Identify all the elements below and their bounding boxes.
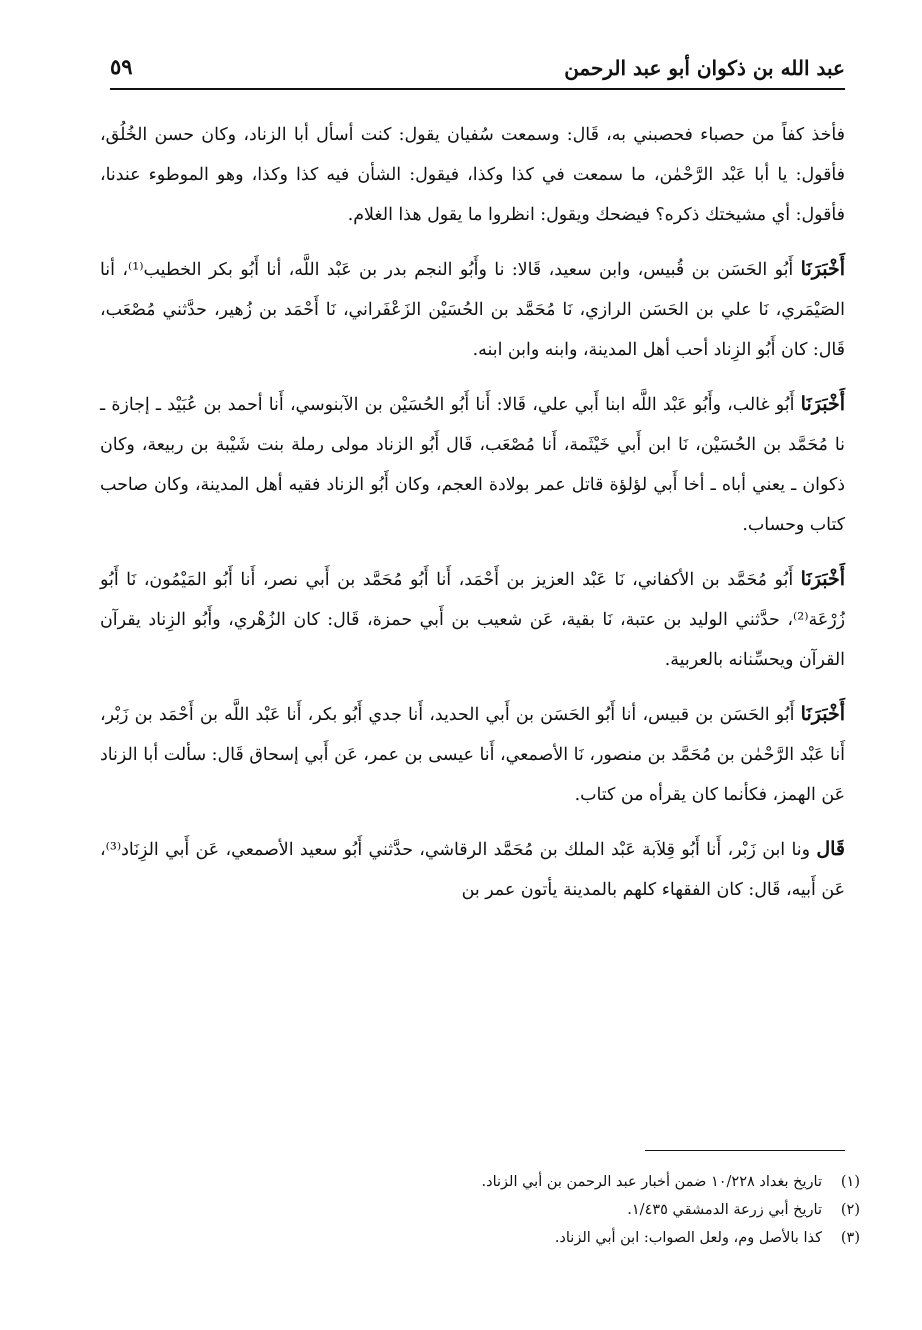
paragraph xyxy=(100,384,845,545)
footnote-number: (٣) xyxy=(840,1230,860,1246)
paragraph-text: فأخذ كفاً من حصباء فحصبني به، قَال: وسمعت سُفيان يقول: كنت أسأل أبا الزناد، وكان حسن الخُلُق، فأقول: يا أبا عَبْد الرَّحْمٰن، ما سمعت في كذا وكذا، فيقول: الشأن فيه كذا وكذا، وهو الموطوء عندنا، فأقول: أي مشيختك ذكره؟ فيضحك ويقول: انظروا ما يقول هذا الغلام. xyxy=(100,125,845,225)
footnote-text: كذا بالأصل وم، ولعل الصواب: ابن أبي الزناد. xyxy=(554,1230,822,1246)
footnote-number: (٢) xyxy=(840,1202,860,1218)
paragraph xyxy=(100,249,845,370)
footnote-number: (١) xyxy=(840,1174,860,1190)
paragraph-text: ونا ابن زَبْر، أَنا أَبُو قِلاَبة عَبْد الملك بن مُحَمَّد الرقاشي، حدَّثني أَبُو سعيد الأصمعي، عَن أَبي الزِنَاد⁽³⁾، عَن أَبيه، قَال: كان الفقهاء كلهم بالمدينة يأتون عمر بن xyxy=(100,840,845,900)
paragraph-text: أَبُو الحَسَن بن قُبيس، وابن سعيد، قَالا: نا وأَبُو النجم بدر بن عَبْد اللَّه، أنا أَبُو بكر الخطيب⁽¹⁾، أنا الصَيْمَري، نَا علي بن الحَسَن الرازي، نَا مُحَمَّد بن الحُسَيْن الزَعْفَراني، نَا أَحْمَد بن زُهير، حدَّثني مُصْعَب، قَال: كان أَبُو الزِناد أحب أهل المدينة، وابنه وابن ابنه. xyxy=(100,260,845,360)
paragraph-lead: أَخْبَرَنَا xyxy=(800,258,845,280)
footnote xyxy=(100,1196,860,1224)
running-header-title: عبد الله بن ذكوان أبو عبد الرحمن xyxy=(564,56,845,80)
paragraph xyxy=(100,694,845,815)
footnote-separator xyxy=(645,1150,845,1151)
paragraph xyxy=(100,559,845,680)
footnote-text: تاريخ بغداد ١٠/٢٢٨ ضمن أخبار عبد الرحمن بن أبي الزناد. xyxy=(481,1174,822,1190)
paragraph-text: أَبُو الحَسَن بن قبيس، أنا أَبُو الحَسَن بن أَبي الحديد، أَنا جدي أَبُو بكر، أَنا عَبْد اللَّه بن أَحْمَد بن زَبْر، أَنا عَبْد الرَّحْمٰن بن مُحَمَّد بن منصور، نَا الأصمعي، أَنا عيسى بن عمر، عَن أَبي إسحاق قَال: سألت أبا الزناد عَن الهمز، فكأنما كان يقرأه من كتاب. xyxy=(100,705,845,805)
footnote xyxy=(100,1168,860,1196)
running-header xyxy=(110,52,845,90)
paragraph-text: أَبُو مُحَمَّد بن الأكفاني، نَا عَبْد العزيز بن أَحْمَد، أَنا أَبُو مُحَمَّد بن أَبي نصر، أَنا أَبُو المَيْمُون، نَا أَبُو زُرْعَة⁽²⁾، حدَّثني الوليد بن عتبة، نَا بقية، عَن شعيب بن أَبي حمزة، قَال: كان الزُهْري، وأَبُو الزِناد يقرآن القرآن ويحسِّنانه بالعربية. xyxy=(100,570,845,670)
main-text xyxy=(100,114,845,924)
paragraph-text: أَبُو غالب، وأَبُو عَبْد اللَّه ابنا أَبي علي، قَالا: أَنا أَبُو الحُسَيْن بن الآبنوسي، أَنا أحمد بن عُبَيْد ـ إجازة ـ نا مُحَمَّد بن الحُسَيْن، نَا ابن أَبي خَيْثَمة، أَنا مُصْعَب، قَال أَبُو الزناد مولى رملة بنت شَيْبة بن ربيعة، وكان ذكوان ـ يعني أباه ـ أخا أَبي لؤلؤة قاتل عمر بولادة العجم، وكان أَبُو الزناد فقيه أهل المدينة، وكان صاحب كتاب وحساب. xyxy=(100,395,845,535)
paragraph xyxy=(100,829,845,910)
footnotes xyxy=(100,1168,860,1252)
paragraph-lead: أَخْبَرَنَا xyxy=(800,393,845,415)
page-number: ٥٩ xyxy=(110,54,133,79)
paragraph-lead: قَال xyxy=(816,838,845,860)
paragraph-lead: أَخْبَرَنَا xyxy=(800,568,845,590)
footnote-text: تاريخ أبي زرعة الدمشقي ١/٤٣٥. xyxy=(627,1202,822,1218)
footnote xyxy=(100,1224,860,1252)
paragraph-lead: أَخْبَرَنَا xyxy=(800,703,845,725)
paragraph xyxy=(100,114,845,235)
